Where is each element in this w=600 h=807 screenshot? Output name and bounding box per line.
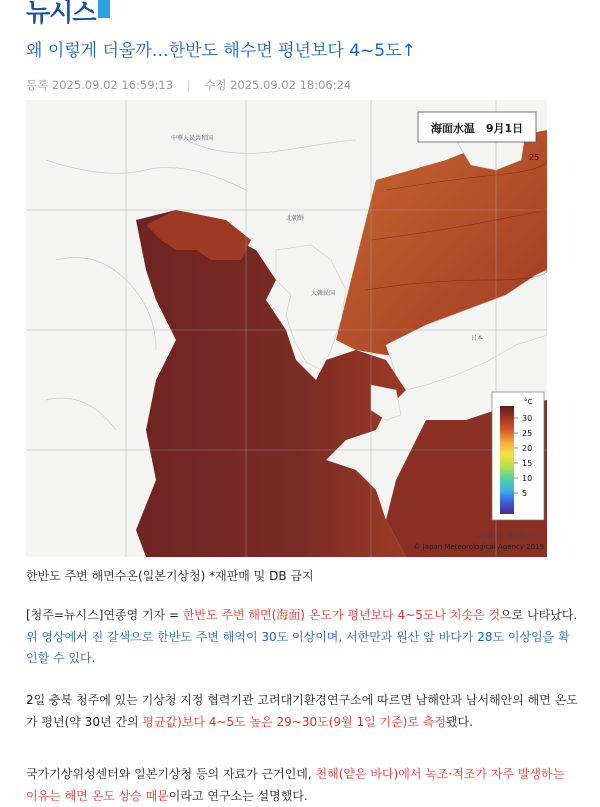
logo-text: 뉴시스 (26, 0, 96, 27)
legend-unit: °C (524, 398, 533, 406)
p2-tail: 됐다. (445, 714, 473, 729)
label-north-korea: 北朝鮮 (286, 215, 305, 222)
paragraph-2 (26, 690, 578, 733)
label-south-korea: 大韓民国 (311, 290, 336, 297)
map-credit-small: 地図出典：地理院タイル (478, 533, 544, 540)
label-japan: 日本 (471, 335, 484, 342)
logo-mark (98, 0, 110, 18)
highlight-4: 천해(얕은 바다)에서 녹조·적조가 자주 발생하는 이유는 해면 온도 상승 때문 (26, 767, 565, 803)
highlight-1: 한반도 주변 해면(海面) 온도가 평년보다 4~5도나 치솟은 것 (182, 608, 501, 622)
modified-time: 2025.09.02 18:06:24 (230, 78, 352, 92)
p2-start: 2일 충북 청주에 있는 기상청 지정 협력기관 고려대기환경연구소에 따르면 남해안과 남서해안의 해면 온도가 평년(약 30년 간의 (26, 693, 578, 729)
article-headline: 왜 이렇게 더울까…한반도 해수면 평년보다 4~5도↑ (26, 41, 416, 61)
legend-tick-label: 30 (522, 414, 533, 423)
map-credit: © Japan Meteorological Agency 2019 (413, 543, 544, 551)
registered-time: 2025.09.02 16:59:13 (51, 78, 174, 92)
legend-tick-label: 25 (522, 429, 533, 438)
byline: [청주=뉴시스]연종영 기자 = (26, 608, 183, 622)
label-china: 中華人民共和国 (171, 135, 214, 142)
legend-tick-label: 5 (522, 489, 528, 498)
legend-tick-label: 20 (522, 444, 533, 453)
isotherm-label: 25 (529, 153, 540, 162)
meta-divider: | (186, 78, 191, 92)
registered-label: 등록 (26, 78, 49, 92)
p1-tail: 으로 나타났다. (500, 608, 578, 622)
p3-start: 국가기상위성센터와 일본기상청 등의 자료가 근거인데, (26, 767, 316, 781)
legend-color-bar (500, 406, 514, 514)
highlight-3: 평균값)보다 4~5도 높은 29~30도(9월 1일 기준)로 측정 (142, 714, 446, 729)
temperature-legend (492, 392, 544, 520)
legend-tick-label: 15 (522, 459, 533, 468)
legend-tick-label: 10 (522, 474, 533, 483)
image-caption: 한반도 주변 해면수온(일본기상청) *재판매 및 DB 금지 (26, 569, 314, 583)
paragraph-1 (26, 605, 578, 670)
article-meta (26, 77, 351, 93)
highlight-2: 위 영상에서 진 갈색으로 한반도 주변 해역이 30도 이상이며, 서한만과 원산 앞 바다가 28도 이상임을 확인할 수 있다. (26, 629, 570, 665)
modified-label: 수정 (204, 78, 227, 92)
site-logo[interactable] (26, 0, 110, 30)
p3-tail: 이라고 연구소는 설명했다. (168, 788, 308, 803)
paragraph-3 (26, 764, 578, 807)
map-title: 海面水温 9月1日 (430, 122, 524, 135)
sea-temperature-map (26, 100, 547, 557)
